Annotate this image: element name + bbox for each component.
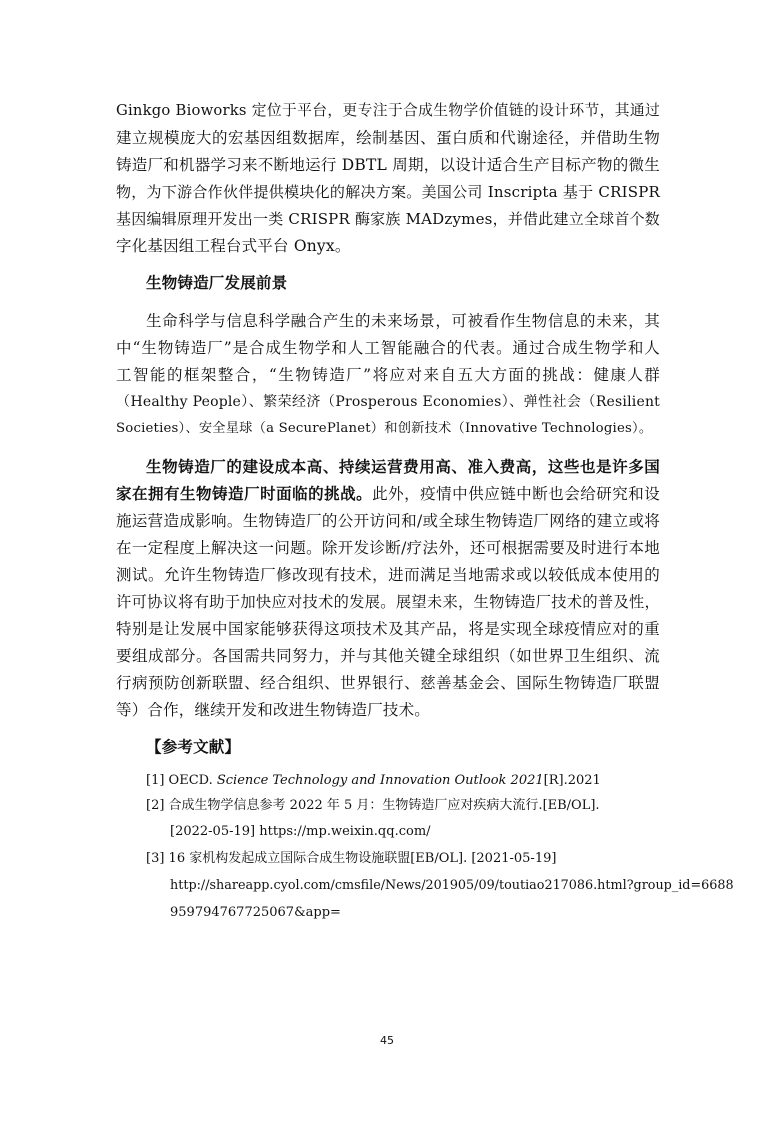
reference-1-suffix: [R].2021 bbox=[543, 773, 601, 788]
paragraph-3-line-5: 测试。允许生物铸造厂修改现有技术，进而满足当地需求或以较低成本使用的 bbox=[116, 566, 660, 584]
paragraph-3-line-10: 等）合作，继续开发和改进生物铸造厂技术。 bbox=[116, 701, 431, 719]
paragraph-1-line-6: 字化基因组工程台式平台 Onyx。 bbox=[116, 237, 351, 255]
reference-2-line-1: [2] 合成生物学信息参考 2022 年 5 月：生物铸造厂应对疾病大流行.[EB/OL]. bbox=[146, 798, 600, 813]
paragraph-1-line-3: 铸造厂和机器学习来不断地运行 DBTL 周期，以设计适合生产目标产物的微生 bbox=[116, 156, 660, 174]
paragraph-3-line-3: 施运营造成影响。生物铸造厂的公开访问和/或全球生物铸造厂网络的建立或将 bbox=[116, 512, 660, 530]
paragraph-2-line-1: 生命科学与信息科学融合产生的未来场景，可被看作生物信息的未来，其 bbox=[146, 312, 660, 330]
references-heading: 【参考文献】 bbox=[146, 738, 241, 756]
reference-2-line-2: [2022-05-19] https://mp.weixin.qq.com/ bbox=[170, 824, 431, 839]
paragraph-1-line-4: 物，为下游合作伙伴提供模块化的解决方案。美国公司 Inscripta 基于 CRISPR bbox=[116, 183, 660, 201]
paragraph-1-line-1: Ginkgo Bioworks 定位于平台，更专注于合成生物学价值链的设计环节，其通过 bbox=[116, 102, 660, 119]
paragraph-3-line-2 bbox=[116, 484, 660, 504]
paragraph-1-line-2: 建立规模庞大的宏基因组数据库，绘制基因、蛋白质和代谢途径，并借助生物 bbox=[116, 129, 660, 147]
paragraph-3-line-9: 行病预防创新联盟、经合组织、世界银行、慈善基金会、国际生物铸造厂联盟 bbox=[116, 674, 660, 692]
page-number: 45 bbox=[380, 1034, 394, 1047]
paragraph-2-line-5: Societies）、安全星球（a SecurePlanet）和创新技术（Innovative Technologies）。 bbox=[116, 421, 653, 436]
paragraph-3-line-8: 要组成部分。各国需共同努力，并与其他关键全球组织（如世界卫生组织、流 bbox=[116, 647, 660, 665]
reference-1-prefix: [1] OECD. bbox=[146, 773, 217, 788]
reference-3-line-3: 959794767725067&app= bbox=[170, 905, 341, 920]
paragraph-3-line-4: 在一定程度上解决这一问题。除开发诊断/疗法外，还可根据需要及时进行本地 bbox=[116, 539, 660, 557]
reference-3-line-1: [3] 16 家机构发起成立国际合成生物设施联盟[EB/OL]. [2021-05-19] bbox=[146, 851, 557, 866]
paragraph-3-line-6: 许可协议将有助于加快应对技术的发展。展望未来，生物铸造厂技术的普及性， bbox=[116, 593, 660, 611]
reference-1-title: Science Technology and Innovation Outlook 2021 bbox=[216, 773, 544, 788]
paragraph-2-line-4: （Healthy People）、繁荣经济（Prosperous Economies）、弹性社会（Resilient bbox=[116, 394, 660, 410]
paragraph-3-bold-line-2: 家在拥有生物铸造厂时面临的挑战。 bbox=[116, 485, 373, 503]
section-heading: 生物铸造厂发展前景 bbox=[146, 274, 288, 292]
reference-1 bbox=[146, 772, 601, 790]
paragraph-3-line-2-rest: 此外，疫情中供应链中断也会给研究和设 bbox=[372, 485, 660, 503]
paragraph-3-line-7: 特别是让发展中国家能够获得这项技术及其产品，将是实现全球疫情应对的重 bbox=[116, 620, 660, 638]
paragraph-1-line-5: 基因编辑原理开发出一类 CRISPR 酶家族 MADzymes，并借此建立全球首个数 bbox=[116, 210, 660, 228]
reference-3-line-2: http://shareapp.cyol.com/cmsfile/News/201905/09/toutiao217086.html?group_id=6688 bbox=[170, 878, 734, 893]
paragraph-2-line-3: 工智能的框架整合，“生物铸造厂”将应对来自五大方面的挑战：健康人群 bbox=[116, 366, 660, 384]
paragraph-2-line-2: 中“生物铸造厂”是合成生物学和人工智能融合的代表。通过合成生物学和人 bbox=[116, 339, 660, 357]
paragraph-3-bold-line-1: 生物铸造厂的建设成本高、持续运营费用高、准入费高，这些也是许多国 bbox=[146, 458, 660, 476]
